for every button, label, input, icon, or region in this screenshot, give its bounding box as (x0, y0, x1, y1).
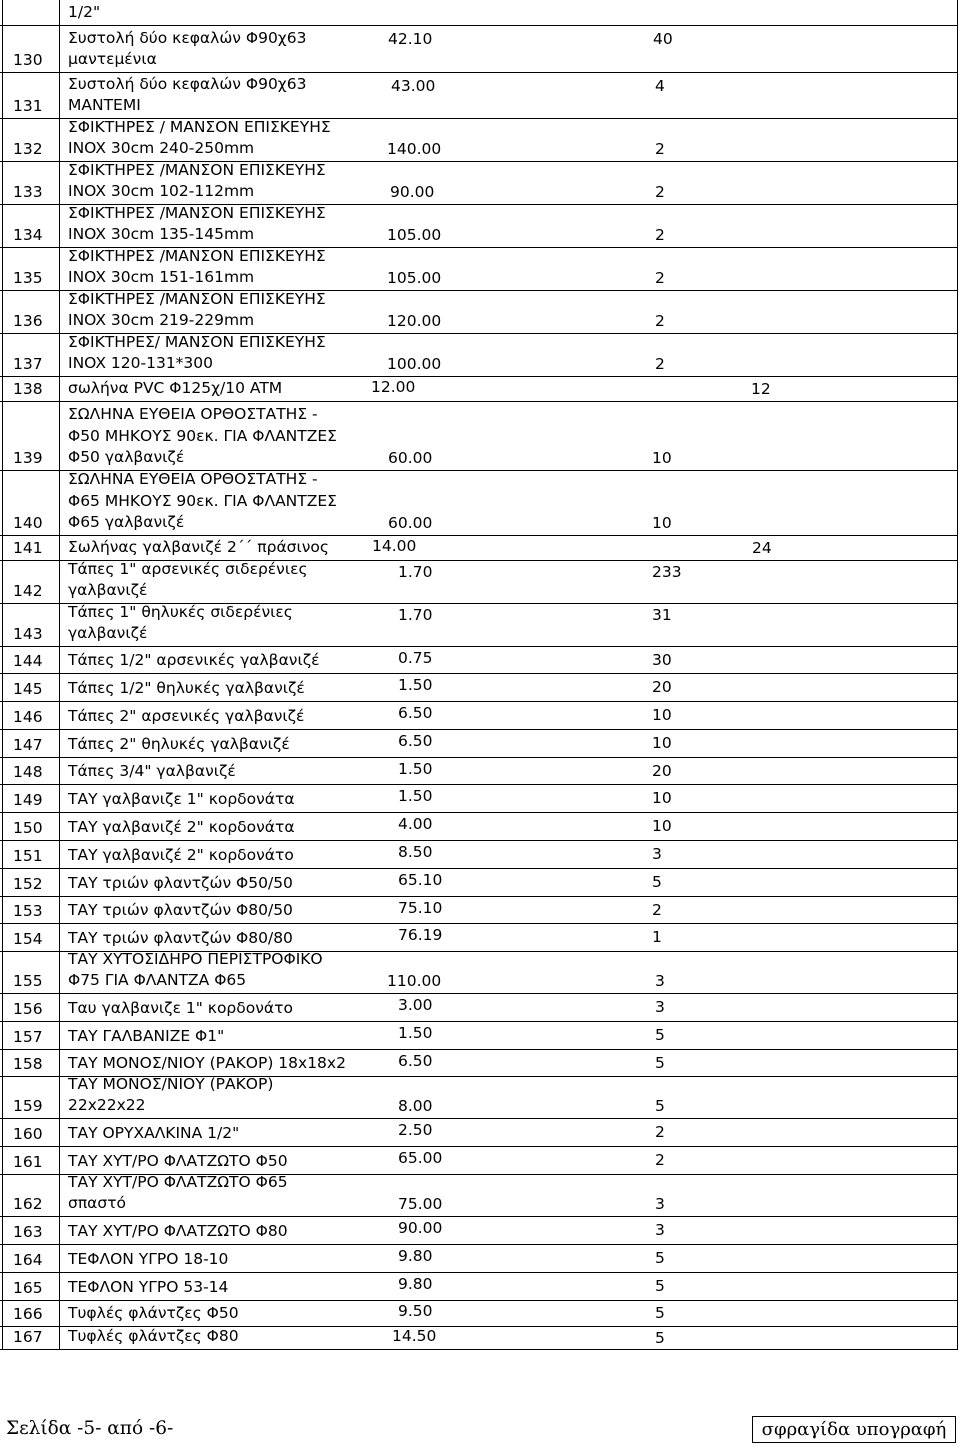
item-description: Φ65 γαλβανιζέ (68, 513, 185, 531)
item-quantity: 10 (652, 817, 672, 835)
row-divider (0, 923, 958, 924)
item-quantity: 5 (655, 1097, 665, 1115)
item-quantity: 10 (652, 449, 672, 467)
item-description: INOX 120-131*300 (68, 354, 214, 372)
item-description: γαλβανιζέ (68, 581, 148, 599)
item-description: ΤΑΥ ΟΡΥΧΑΛΚΙΝΑ 1/2" (68, 1124, 240, 1142)
row-number: 144 (13, 652, 43, 670)
row-number: 139 (13, 449, 43, 467)
row-divider (0, 1021, 958, 1022)
item-description: ΤΕΦΛΟΝ ΥΓΡΟ 18-10 (68, 1250, 229, 1268)
item-price: 120.00 (387, 312, 442, 330)
item-quantity: 3 (652, 845, 662, 863)
row-number: 167 (13, 1328, 43, 1346)
item-quantity: 31 (652, 606, 672, 624)
row-divider (0, 1244, 958, 1245)
item-quantity: 3 (655, 1221, 665, 1239)
row-number: 165 (13, 1279, 43, 1297)
item-quantity: 24 (752, 538, 772, 557)
row-divider (0, 1216, 958, 1217)
item-description: 1/2" (68, 3, 101, 21)
row-number: 138 (13, 380, 43, 398)
item-price: 76.19 (398, 926, 443, 944)
item-price: 42.10 (388, 30, 433, 48)
item-description: Συστολή δύο κεφαλών Φ90χ63 (68, 28, 307, 47)
item-description: ΤΑΥ γαλβανιζέ 2" κορδονάτα (68, 818, 295, 836)
item-quantity: 4 (655, 77, 665, 95)
item-price: 105.00 (387, 269, 442, 287)
item-description: Σωλήνας γαλβανιζέ 2΄΄ πράσινος (68, 538, 329, 556)
item-price: 2.50 (398, 1121, 433, 1139)
item-description: ΤΕΦΛΟΝ ΥΓΡΟ 53-14 (68, 1278, 229, 1296)
row-number: 157 (13, 1028, 43, 1046)
row-divider (0, 868, 958, 869)
item-price: 1.70 (398, 606, 433, 624)
item-quantity: 40 (653, 30, 673, 48)
item-price: 8.50 (398, 843, 433, 861)
row-divider (0, 1146, 958, 1147)
item-description: ΤΑΥ ΧΥΤ/ΡΟ ΦΛΑΤΖΩΤΟ Φ65 (68, 1172, 288, 1191)
row-number: 132 (13, 140, 43, 158)
row-divider (0, 1272, 958, 1273)
item-quantity: 1 (652, 928, 662, 946)
item-price: 110.00 (387, 972, 442, 990)
item-description: Φ65 ΜΗΚΟΥΣ 90εκ. ΓΙΑ ΦΛΑΝΤΖΕΣ (68, 491, 337, 510)
row-number: 151 (13, 847, 43, 865)
row-number: 158 (13, 1055, 43, 1073)
row-divider (0, 812, 958, 813)
row-number: 152 (13, 875, 43, 893)
item-description: Τάπες 1" αρσενικές σιδερένιες (68, 559, 308, 578)
item-price: 100.00 (387, 355, 442, 373)
item-quantity: 233 (652, 563, 682, 581)
item-description: INOX 30cm 151-161mm (68, 268, 255, 286)
item-price: 105.00 (387, 226, 442, 244)
item-price: 60.00 (388, 449, 433, 467)
row-divider (0, 840, 958, 841)
item-price: 0.75 (398, 648, 433, 667)
item-description: 22x22x22 (68, 1096, 146, 1114)
row-number: 163 (13, 1223, 43, 1241)
item-description: INOX 30cm 135-145mm (68, 225, 255, 243)
item-quantity: 2 (655, 183, 665, 201)
item-price: 6.50 (398, 732, 433, 750)
row-number: 147 (13, 736, 43, 754)
row-number: 133 (13, 183, 43, 201)
item-description: ΤΑΥ ΓΑΛΒΑΝΙΖΕ Φ1" (68, 1027, 225, 1045)
item-quantity: 10 (652, 789, 672, 807)
row-number: 149 (13, 791, 43, 809)
item-quantity: 2 (655, 269, 665, 287)
row-divider (0, 993, 958, 994)
item-description: ΤΑΥ τριών φλαντζών Φ80/50 (68, 901, 293, 919)
item-quantity: 10 (652, 734, 672, 752)
item-description: ΤΑΥ ΜΟΝΟΣ/ΝΙΟΥ (ΡΑΚΟΡ) (68, 1074, 274, 1093)
item-description: ΤΑΥ τριών φλαντζών Φ80/80 (68, 929, 293, 947)
item-description: ΣΩΛΗΝΑ ΕΥΘΕΙΑ ΟΡΘΟΣΤΑΤΗΣ - (68, 405, 318, 423)
item-description: ΤΑΥ γαλβανιζε 1" κορδονάτα (68, 790, 295, 808)
row-number: 154 (13, 930, 43, 948)
item-quantity: 2 (655, 226, 665, 244)
stamp-signature-box: σφραγίδα υπογραφή (752, 1416, 956, 1443)
item-description: Συστολή δύο κεφαλών Φ90χ63 (68, 74, 307, 93)
item-description: ΣΦΙΚΤΗΡΕΣ /ΜΑΝΣΟΝ ΕΠΙΣΚΕΥΗΣ (68, 246, 326, 265)
item-description: Τάπες 2" αρσενικές γαλβανιζέ (68, 707, 305, 725)
page-number: Σελίδα -5- από -6- (6, 1418, 174, 1439)
item-quantity: 2 (655, 312, 665, 330)
row-divider (0, 25, 958, 26)
row-divider (0, 673, 958, 674)
item-quantity: 2 (655, 355, 665, 373)
item-description: Τάπες 1/2" αρσενικές γαλβανιζέ (68, 651, 320, 669)
item-price: 9.50 (398, 1302, 433, 1320)
row-number: 135 (13, 269, 43, 287)
row-number: 146 (13, 708, 43, 726)
item-price: 90.00 (398, 1219, 443, 1237)
row-divider (0, 376, 958, 377)
item-price: 140.00 (387, 140, 442, 158)
item-quantity: 5 (655, 1277, 665, 1295)
item-price: 60.00 (388, 514, 433, 532)
item-description: ΤΑΥ ΧΥΤ/ΡΟ ΦΛΑΤΖΩΤΟ Φ50 (68, 1152, 288, 1170)
item-quantity: 12 (751, 379, 771, 398)
item-description: Φ50 γαλβανιζέ (68, 448, 185, 466)
item-description: ΣΦΙΚΤΗΡΕΣ /ΜΑΝΣΟΝ ΕΠΙΣΚΕΥΗΣ (68, 289, 326, 308)
row-number: 141 (13, 539, 43, 557)
item-description: ΣΦΙΚΤΗΡΕΣ / ΜΑΝΣΟΝ ΕΠΙΣΚΕΥΗΣ (68, 117, 331, 136)
item-description: ΤΑΥ ΧΥΤ/ΡΟ ΦΛΑΤΖΩΤΟ Φ80 (68, 1222, 288, 1240)
item-description: Τάπες 3/4" γαλβανιζέ (68, 762, 236, 780)
row-divider (0, 757, 958, 758)
item-quantity: 20 (652, 761, 672, 780)
item-quantity: 2 (652, 900, 662, 919)
item-price: 6.50 (398, 704, 433, 722)
item-price: 9.80 (398, 1247, 433, 1265)
item-price: 3.00 (398, 996, 433, 1014)
item-quantity: 10 (652, 706, 672, 724)
row-divider (0, 401, 958, 402)
item-description: INOX 30cm 102-112mm (68, 182, 255, 200)
item-description: Φ75 ΓΙΑ ΦΛΑΝΤΖΑ Φ65 (68, 971, 247, 989)
item-description: σπαστό (68, 1194, 127, 1212)
item-price: 4.00 (398, 815, 433, 833)
item-price: 65.00 (398, 1149, 443, 1167)
row-number: 166 (13, 1305, 43, 1323)
item-price: 1.50 (398, 759, 433, 778)
row-number: 153 (13, 902, 43, 920)
item-price: 75.10 (398, 898, 443, 917)
item-price: 1.50 (398, 787, 433, 805)
row-number: 148 (13, 763, 43, 781)
item-quantity: 5 (655, 1304, 665, 1322)
item-price: 9.80 (398, 1275, 433, 1293)
item-description: Τάπες 1" θηλυκές σιδερένιες (68, 602, 293, 621)
item-description: Τυφλές φλάντζες Φ80 (68, 1327, 239, 1345)
item-description: Ταυ γαλβανιζε 1" κορδονάτο (68, 999, 293, 1017)
row-number: 159 (13, 1097, 43, 1115)
row-divider (0, 646, 958, 647)
row-number: 137 (13, 355, 43, 373)
row-number: 134 (13, 226, 43, 244)
item-price: 14.00 (372, 536, 417, 555)
item-price: 1.50 (398, 676, 433, 694)
item-description: Τυφλές φλάντζες Φ50 (68, 1304, 239, 1322)
row-divider (0, 1118, 958, 1119)
item-quantity: 30 (652, 650, 672, 669)
item-price: 90.00 (390, 183, 435, 201)
row-number: 140 (13, 514, 43, 532)
item-price: 12.00 (371, 377, 416, 396)
row-number: 143 (13, 625, 43, 643)
row-number: 162 (13, 1195, 43, 1213)
row-number: 160 (13, 1125, 43, 1143)
item-description: ΣΩΛΗΝΑ ΕΥΘΕΙΑ ΟΡΘΟΣΤΑΤΗΣ - (68, 470, 318, 488)
item-price: 6.50 (398, 1051, 433, 1070)
row-divider (0, 1049, 958, 1050)
row-number: 142 (13, 582, 43, 600)
row-number: 155 (13, 972, 43, 990)
row-number: 150 (13, 819, 43, 837)
row-divider (0, 535, 958, 536)
item-quantity: 3 (655, 998, 665, 1016)
row-number: 161 (13, 1153, 43, 1171)
item-price: 65.10 (398, 871, 443, 889)
row-number: 131 (13, 97, 43, 115)
item-description: INOX 30cm 240-250mm (68, 139, 255, 157)
item-quantity: 20 (652, 678, 672, 696)
item-price: 43.00 (391, 77, 436, 95)
item-quantity: 5 (655, 1328, 665, 1347)
item-description: ΤΑΥ γαλβανιζέ 2" κορδονάτο (68, 846, 294, 864)
row-divider (0, 1349, 958, 1350)
row-divider (0, 701, 958, 702)
row-number: 164 (13, 1251, 43, 1269)
item-description: ΣΦΙΚΤΗΡΕΣ /ΜΑΝΣΟΝ ΕΠΙΣΚΕΥΗΣ (68, 160, 326, 179)
row-divider (0, 896, 958, 897)
item-description: ΤΑΥ ΧΥΤΟΣΙΔΗΡΟ ΠΕΡΙΣΤΡΟΦΙΚΟ (68, 949, 323, 968)
item-description: Τάπες 1/2" θηλυκές γαλβανιζέ (68, 679, 305, 697)
item-quantity: 3 (655, 972, 665, 990)
item-price: 1.50 (398, 1024, 433, 1042)
item-description: ΤΑΥ τριών φλαντζών Φ50/50 (68, 874, 293, 892)
row-number: 145 (13, 680, 43, 698)
row-divider (0, 729, 958, 730)
item-description: INOX 30cm 219-229mm (68, 311, 255, 329)
row-number: 130 (13, 51, 43, 69)
item-description: γαλβανιζέ (68, 624, 148, 642)
item-quantity: 5 (655, 1249, 665, 1267)
item-description: μαντεμένια (68, 50, 157, 68)
row-number: 156 (13, 1000, 43, 1018)
item-quantity: 3 (655, 1195, 665, 1213)
item-quantity: 5 (655, 1053, 665, 1072)
row-divider (0, 1300, 958, 1301)
item-price: 8.00 (398, 1097, 433, 1115)
item-quantity: 2 (655, 1123, 665, 1141)
item-quantity: 2 (655, 1151, 665, 1169)
item-price: 14.50 (392, 1326, 437, 1345)
item-description: ΣΦΙΚΤΗΡΕΣ/ ΜΑΝΣΟΝ ΕΠΙΣΚΕΥΗΣ (68, 332, 326, 351)
row-divider (0, 784, 958, 785)
item-description: σωλήνα PVC Φ125χ/10 ATM (68, 379, 283, 397)
item-description: ΤΑΥ ΜΟΝΟΣ/ΝΙΟΥ (ΡΑΚΟΡ) 18x18x2 (68, 1054, 346, 1072)
item-quantity: 2 (655, 140, 665, 158)
item-description: ΜΑΝΤΕΜΙ (68, 96, 141, 114)
item-description: Φ50 ΜΗΚΟΥΣ 90εκ. ΓΙΑ ΦΛΑΝΤΖΕΣ (68, 426, 337, 445)
item-quantity: 5 (652, 873, 662, 891)
item-quantity: 10 (652, 514, 672, 532)
item-description: Τάπες 2" θηλυκές γαλβανιζέ (68, 735, 290, 753)
item-price: 1.70 (398, 563, 433, 581)
item-quantity: 5 (655, 1026, 665, 1044)
item-price: 75.00 (398, 1195, 443, 1213)
item-description: ΣΦΙΚΤΗΡΕΣ /ΜΑΝΣΟΝ ΕΠΙΣΚΕΥΗΣ (68, 203, 326, 222)
row-number: 136 (13, 312, 43, 330)
